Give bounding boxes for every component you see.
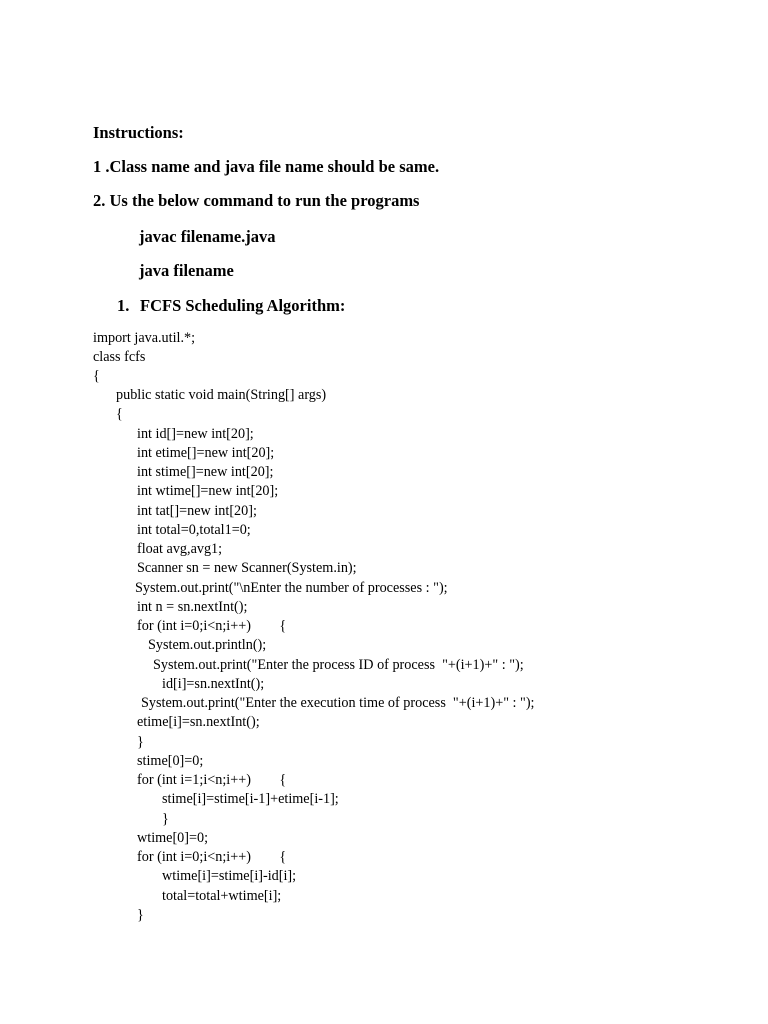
code-line: etime[i]=sn.nextInt(); bbox=[137, 714, 260, 730]
code-line: for (int i=1;i<n;i++) { bbox=[137, 772, 287, 788]
code-line: for (int i=0;i<n;i++) { bbox=[137, 618, 287, 634]
code-line: int total=0,total1=0; bbox=[137, 522, 251, 538]
code-line: import java.util.*; bbox=[93, 330, 196, 346]
code-line: stime[i]=stime[i-1]+etime[i-1]; bbox=[162, 791, 339, 807]
code-line: int tat[]=new int[20]; bbox=[137, 503, 257, 519]
code-line: System.out.print("Enter the execution time of process "+(i+1)+" : "); bbox=[141, 695, 535, 711]
code-line: int n = sn.nextInt(); bbox=[137, 599, 248, 615]
code-line: wtime[i]=stime[i]-id[i]; bbox=[162, 868, 297, 884]
section-number: 1. bbox=[117, 296, 130, 315]
code-line: class fcfs bbox=[93, 349, 146, 365]
code-line: int id[]=new int[20]; bbox=[137, 426, 254, 442]
compile-command: javac filename.java bbox=[139, 227, 276, 246]
code-line: id[i]=sn.nextInt(); bbox=[162, 676, 265, 692]
code-line: int etime[]=new int[20]; bbox=[137, 445, 275, 461]
code-line: wtime[0]=0; bbox=[137, 830, 209, 846]
code-line: System.out.print("\nEnter the number of processes : "); bbox=[135, 580, 448, 596]
code-line: System.out.println(); bbox=[148, 637, 267, 653]
code-line: Scanner sn = new Scanner(System.in); bbox=[137, 560, 357, 576]
code-line: total=total+wtime[i]; bbox=[162, 888, 282, 904]
run-command: java filename bbox=[139, 261, 234, 280]
code-line: int stime[]=new int[20]; bbox=[137, 464, 274, 480]
code-line: System.out.print("Enter the process ID of process "+(i+1)+" : "); bbox=[153, 657, 524, 673]
code-line: public static void main(String[] args) bbox=[116, 387, 327, 403]
instruction-item-2: 2. Us the below command to run the programs bbox=[93, 191, 420, 210]
code-line: } bbox=[137, 907, 144, 923]
code-line: { bbox=[116, 406, 123, 422]
section-title: FCFS Scheduling Algorithm: bbox=[140, 296, 346, 315]
code-line: for (int i=0;i<n;i++) { bbox=[137, 849, 287, 865]
instructions-heading: Instructions: bbox=[93, 123, 184, 142]
code-line: int wtime[]=new int[20]; bbox=[137, 483, 279, 499]
code-line: float avg,avg1; bbox=[137, 541, 223, 557]
code-line: { bbox=[93, 368, 100, 384]
code-line: } bbox=[137, 734, 144, 750]
instruction-item-1: 1 .Class name and java file name should be same. bbox=[93, 157, 440, 176]
code-line: } bbox=[162, 811, 169, 827]
code-line: stime[0]=0; bbox=[137, 753, 204, 769]
